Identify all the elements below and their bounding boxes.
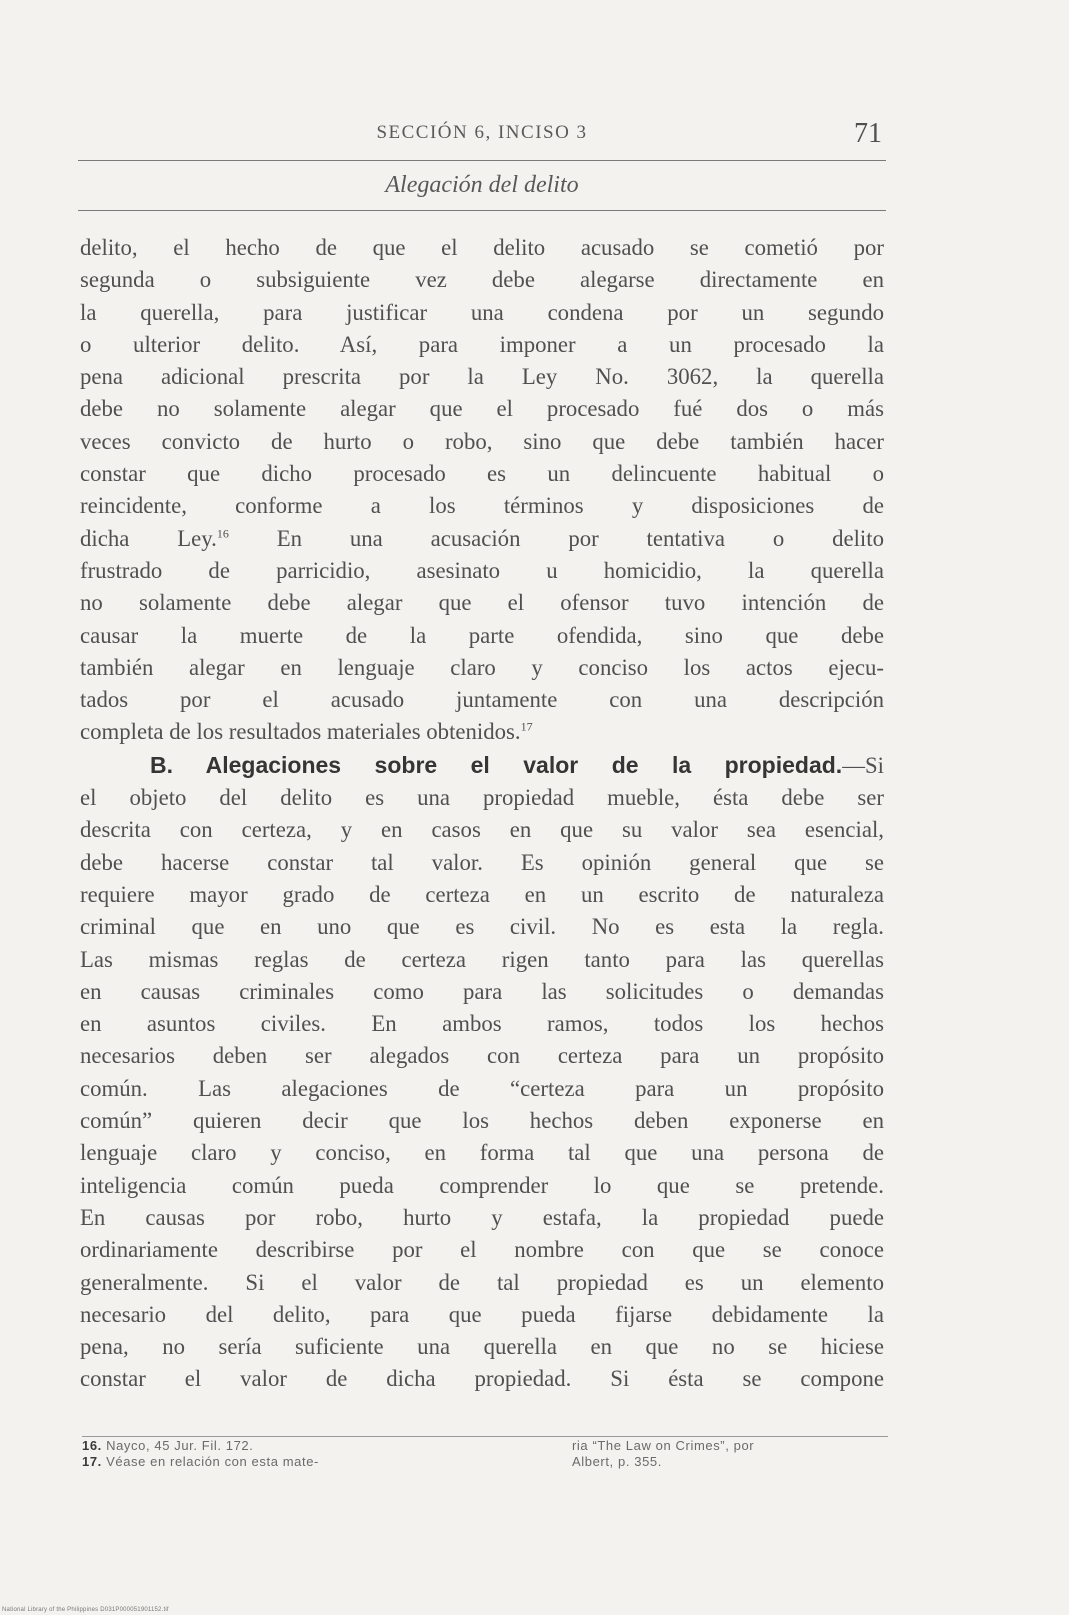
- footnote-text: Nayco, 45 Jur. Fil. 172.: [106, 1438, 254, 1453]
- text-line: común. Las alegaciones de “certeza para un propósito: [80, 1075, 884, 1101]
- text-line: [80, 716, 884, 748]
- text-line: Las mismas reglas de certeza rigen tanto para las querellas: [80, 946, 884, 972]
- text-segment: —Si: [842, 752, 884, 778]
- footnote-number: 17.: [82, 1454, 102, 1469]
- text-line: constar que dicho procesado es un delincuente habitual o: [80, 461, 884, 487]
- footnote-text: Véase en relación con esta mate-: [106, 1454, 319, 1469]
- text-line: también alegar en lenguaje claro y conciso los actos ejecu-: [80, 654, 884, 680]
- text-line: en asuntos civiles. En ambos ramos, todos los hechos: [80, 1011, 884, 1037]
- library-stamp: National Library of the Philippines D031P000051901152.tif: [2, 1607, 169, 1613]
- footnote-number: 16.: [82, 1438, 102, 1453]
- subsection-heading: B. Alegaciones sobre el valor de la propiedad.: [150, 751, 843, 778]
- running-head: [78, 118, 886, 158]
- page-number: 71: [854, 118, 882, 149]
- text-line: causar la muerte de la parte ofendida, sino que debe: [80, 622, 884, 648]
- text-line: el objeto del delito es una propiedad mueble, ésta debe ser: [80, 785, 884, 811]
- text-line: segunda o subsiguiente vez debe alegarse directamente en: [80, 267, 884, 293]
- chapter-subtitle: Alegación del delito: [385, 172, 579, 198]
- text-line: debe no solamente alegar que el procesado fué dos o más: [80, 396, 884, 422]
- text-line: pena, no sería suficiente una querella en que no se hiciese: [80, 1334, 884, 1360]
- text-line: criminal que en uno que es civil. No es esta la regla.: [80, 914, 884, 940]
- text-line: necesarios deben ser alegados con certeza para un propósito: [80, 1043, 884, 1069]
- text-line: pena adicional prescrita por la Ley No. 3062, la querella: [80, 364, 884, 390]
- footnote-column-left: [82, 1438, 502, 1470]
- text-line: no solamente debe alegar que el ofensor tuvo intención de: [80, 590, 884, 616]
- footnote-rule: [82, 1436, 888, 1437]
- footnote-ref-17: 17: [520, 719, 533, 734]
- text-line: común” quieren decir que los hechos deben exponerse en: [80, 1108, 884, 1134]
- text-line: [80, 749, 884, 782]
- footnote-17: [82, 1454, 502, 1470]
- text-line: reincidente, conforme a los términos y disposiciones de: [80, 493, 884, 519]
- footnote-column-right: [572, 1438, 892, 1470]
- text-segment: En una acusación por tentativa o delito: [228, 525, 885, 551]
- text-line: necesario del delito, para que pueda fijarse debidamente la: [80, 1301, 884, 1327]
- header-rule-bottom: [78, 210, 886, 211]
- text-line: inteligencia común pueda comprender lo que se pretende.: [80, 1172, 884, 1198]
- text-line: En causas por robo, hurto y estafa, la propiedad puede: [80, 1204, 884, 1230]
- text-line: en causas criminales como para las solicitudes o demandas: [80, 978, 884, 1004]
- footnote-16: [82, 1438, 502, 1454]
- text-line: lenguaje claro y conciso, en forma tal que una persona de: [80, 1140, 884, 1166]
- text-line: descrita con certeza, y en casos en que su valor sea esencial,: [80, 817, 884, 843]
- text-line: o ulterior delito. Así, para imponer a un procesado la: [80, 331, 884, 357]
- footnote-ref-16: 16: [216, 526, 229, 541]
- text-line: delito, el hecho de que el delito acusado se cometió por: [80, 235, 884, 260]
- text-line: debe hacerse constar tal valor. Es opinión general que se: [80, 849, 884, 875]
- body-text: [80, 232, 884, 1396]
- text-line: generalmente. Si el valor de tal propiedad es un elemento: [80, 1269, 884, 1295]
- text-line: [80, 523, 884, 555]
- text-segment: completa de los resultados materiales obtenidos.: [80, 719, 521, 745]
- section-heading: SECCIÓN 6, INCISO 3: [376, 122, 588, 143]
- text-line: ordinariamente describirse por el nombre con que se conoce: [80, 1237, 884, 1263]
- footnote-text: ria “The Law on Crimes”, por: [572, 1438, 755, 1453]
- footnote-text: Albert, p. 355.: [572, 1454, 662, 1469]
- text-line: constar el valor de dicha propiedad. Si ésta se compone: [80, 1366, 884, 1392]
- text-line: requiere mayor grado de certeza en un escrito de naturaleza: [80, 881, 884, 907]
- text-line: frustrado de parricidio, asesinato u homicidio, la querella: [80, 557, 884, 583]
- header-rule-top: [78, 160, 886, 161]
- text-line: veces convicto de hurto o robo, sino que debe también hacer: [80, 428, 884, 454]
- text-line: tados por el acusado juntamente con una descripción: [80, 687, 884, 713]
- text-line: la querella, para justificar una condena por un segundo: [80, 299, 884, 325]
- text-segment: dicha Ley.: [80, 525, 217, 551]
